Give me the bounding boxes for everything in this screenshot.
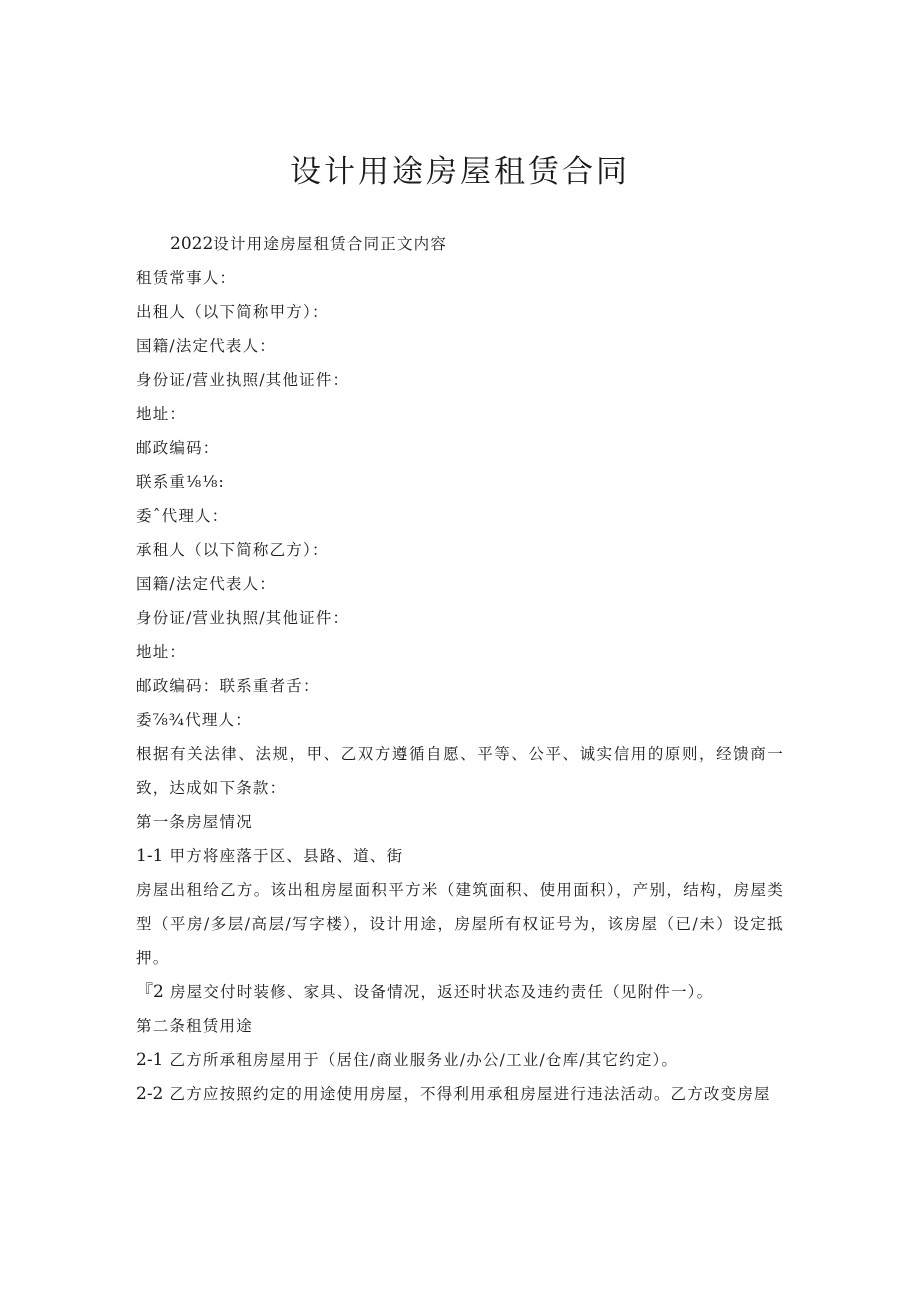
intro-year: 2022 [170, 234, 214, 254]
lessor-agent: 委ˆ代理人： [136, 507, 229, 525]
lessor-address: 地址： [136, 405, 187, 423]
clause-text: 乙方应按照约定的用途使用房屋，不得利用承租房屋进行违法活动。乙方改变房屋 [169, 1085, 771, 1103]
article1-heading: 第一条房屋情况 [136, 813, 253, 831]
lessee-label: 承租人（以下简称乙方）： [136, 541, 329, 559]
article1-clause1-continued: 房屋出租给乙方。该出租房屋面积平方米（建筑面积、使用面积），产别，结构，房屋类型（平房/多层/高层/写字楼），设计用途，房屋所有权证号为，该房屋（已/未）设定抵押。 [136, 881, 784, 967]
intro-line [136, 227, 784, 261]
lessee-agent: 委⅞¾代理人： [136, 711, 252, 729]
parties-heading: 租赁常事人： [136, 269, 237, 287]
clause-number: 『2 [136, 982, 164, 1002]
lessee-nationality: 国籍/法定代表人： [136, 575, 277, 593]
lessee-address: 地址： [136, 643, 187, 661]
lessor-postcode: 邮政编码： [136, 439, 220, 457]
document-body [136, 227, 784, 1111]
document-title: 设计用途房屋租赁合同 [290, 154, 630, 190]
clause-number: 1-1 [136, 846, 164, 866]
preamble-paragraph: 根据有关法律、法规，甲、乙双方遵循自愿、平等、公平、诚实信用的原则，经馈商一致，达成如下条款： [136, 745, 784, 797]
article1-clause1 [136, 839, 784, 873]
article1-clause2 [136, 975, 784, 1009]
intro-text: 设计用途房屋租赁合同正文内容 [213, 235, 448, 253]
clause-text: 甲方将座落于区、县路、道、街 [169, 847, 404, 865]
article2-clause1 [136, 1043, 784, 1077]
lessee-postcode-phone: 邮政编码：联系重者舌： [136, 677, 320, 695]
lessor-id: 身份证/营业执照/其他证件： [136, 371, 350, 389]
article2-heading: 第二条租赁用途 [136, 1017, 253, 1035]
lessor-phone: 联系重⅛⅛: [136, 473, 225, 491]
article2-clause2 [136, 1077, 784, 1111]
lessor-label: 出租人（以下简称甲方）： [136, 303, 329, 321]
lessee-id: 身份证/营业执照/其他证件： [136, 609, 350, 627]
lessor-nationality: 国籍/法定代表人： [136, 337, 277, 355]
clause-number: 2-2 [136, 1084, 164, 1104]
clause-text: 乙方所承租房屋用于（居住/商业服务业/办公/工业/仓库/其它约定）。 [169, 1051, 679, 1069]
clause-text: 房屋交付时装修、家具、设备情况，返还时状态及违约责任（见附件一）。 [169, 983, 714, 1001]
clause-number: 2-1 [136, 1050, 164, 1070]
